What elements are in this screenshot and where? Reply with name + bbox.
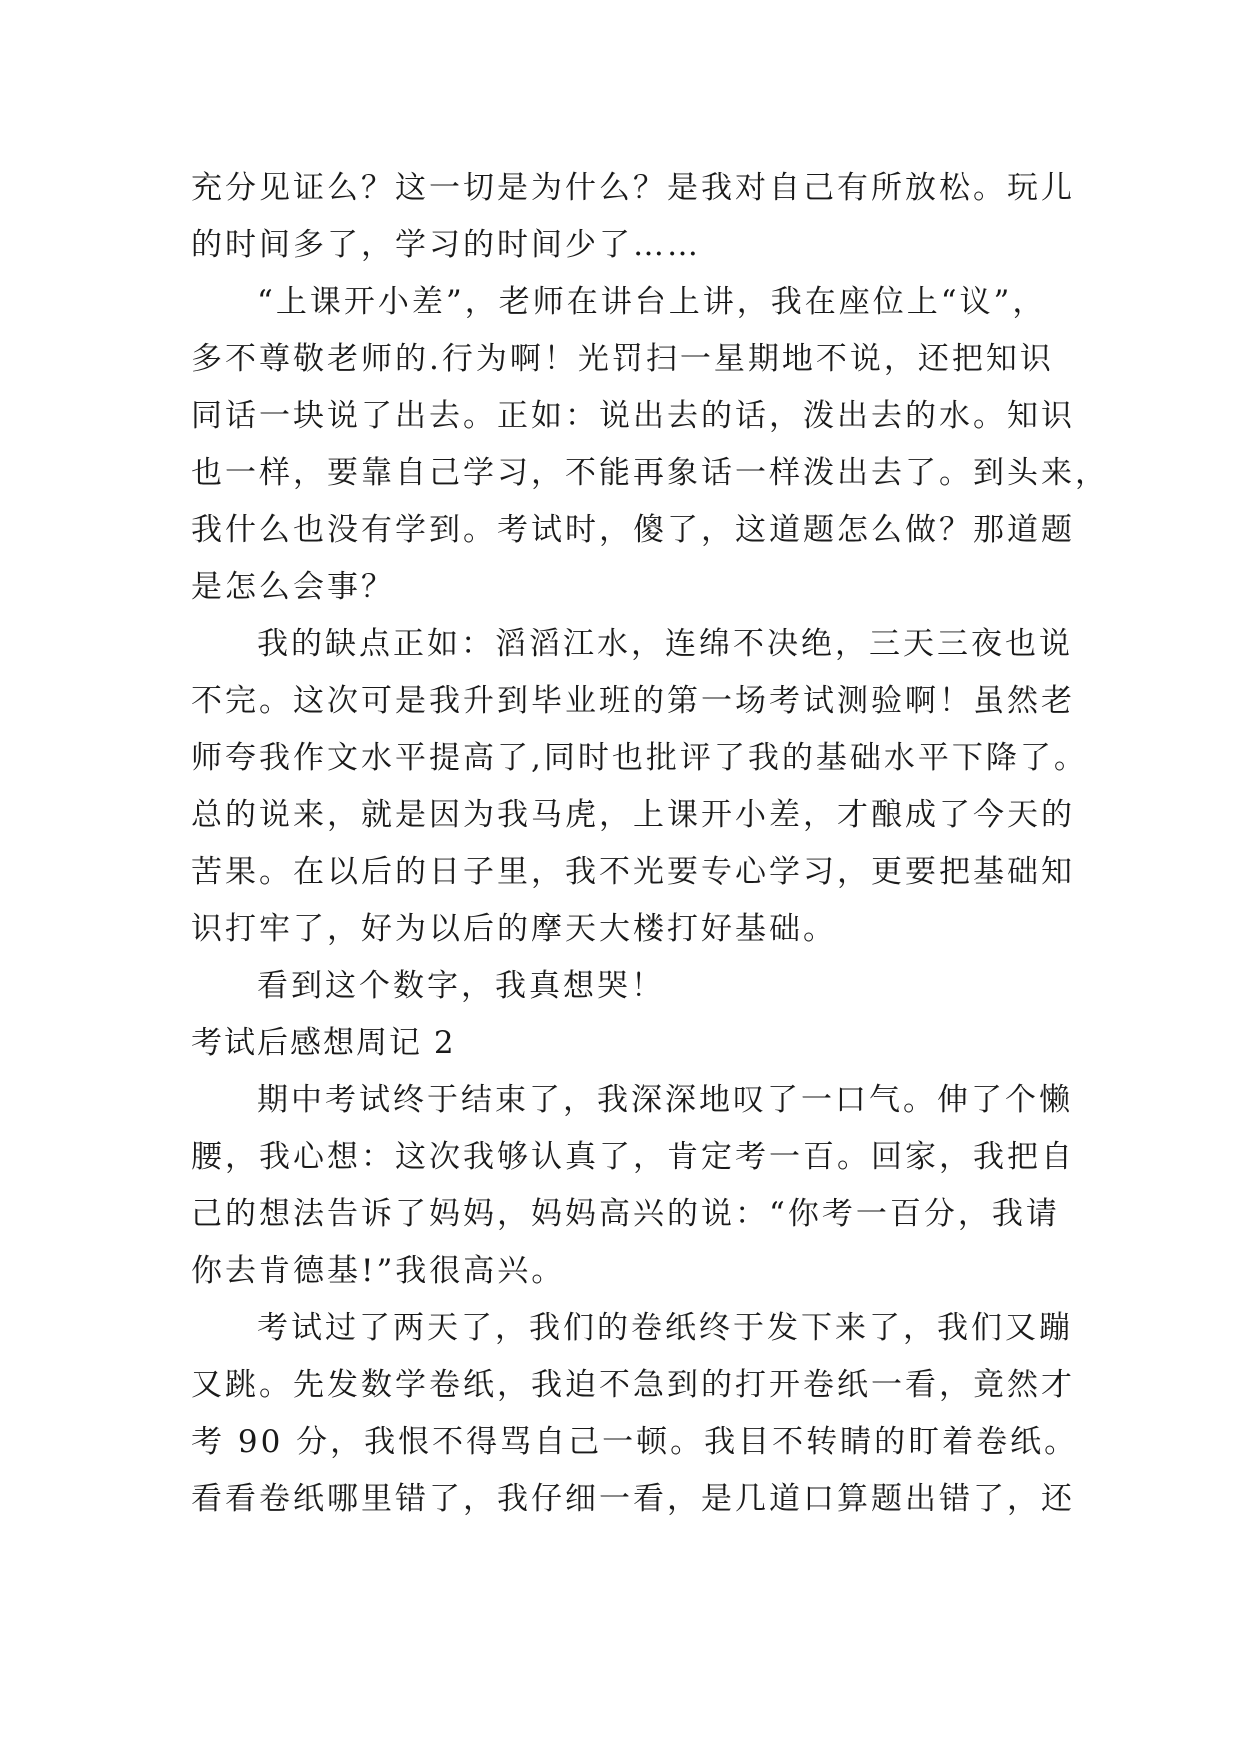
text-line: 我的缺点正如：滔滔江水，连绵不决绝，三天三夜也说 <box>257 626 1073 662</box>
text-line: 同话一块说了出去。正如：说出去的话，泼出去的水。知识 <box>191 398 1075 434</box>
text-line: 期中考试终于结束了，我深深地叹了一口气。伸了个懒 <box>257 1082 1073 1118</box>
text-line: 多不尊敬老师的.行为啊！光罚扫一星期地不说，还把知识 <box>191 341 1054 377</box>
text-line: 总的说来，就是因为我马虎，上课开小差，才酿成了今天的 <box>191 797 1075 833</box>
text-line: 看看卷纸哪里错了，我仔细一看，是几道口算题出错了，还 <box>191 1481 1075 1517</box>
text-line: “上课开小差”，老师在讲台上讲，我在座位上“议”， <box>257 284 1047 320</box>
text-line: 识打牢了，好为以后的摩天大楼打好基础。 <box>191 911 837 947</box>
text-line: 考 90 分，我恨不得骂自己一顿。我目不转睛的盯着卷纸。 <box>191 1424 1079 1460</box>
text-line: 师夸我作文水平提高了,同时也批评了我的基础水平下降了。 <box>191 740 1088 776</box>
text-line: 你去肯德基!”我很高兴。 <box>191 1253 566 1289</box>
text-line: 又跳。先发数学卷纸，我迫不急到的打开卷纸一看，竟然才 <box>191 1367 1075 1403</box>
text-line: 是怎么会事？ <box>191 569 395 605</box>
document-body <box>191 160 1109 1528</box>
text-line: 腰，我心想：这次我够认真了，肯定考一百。回家，我把自 <box>191 1139 1075 1175</box>
text-line: 充分见证么？这一切是为什么？是我对自己有所放松。玩儿 <box>191 170 1075 206</box>
text-line: 看到这个数字，我真想哭！ <box>257 968 665 1004</box>
text-line: 的时间多了，学习的时间少了…… <box>191 227 701 263</box>
section-heading: 考试后感想周记 2 <box>191 1025 456 1061</box>
text-line: 考试过了两天了，我们的卷纸终于发下来了，我们又蹦 <box>257 1310 1073 1346</box>
text-line: 己的想法告诉了妈妈，妈妈高兴的说：“你考一百分，我请 <box>191 1196 1060 1232</box>
text-line: 不完。这次可是我升到毕业班的第一场考试测验啊！虽然老 <box>191 683 1075 719</box>
text-line: 我什么也没有学到。考试时，傻了，这道题怎么做？那道题 <box>191 512 1075 548</box>
text-line: 苦果。在以后的日子里，我不光要专心学习，更要把基础知 <box>191 854 1075 890</box>
text-line: 也一样，要靠自己学习，不能再象话一样泼出去了。到头来， <box>191 455 1109 491</box>
